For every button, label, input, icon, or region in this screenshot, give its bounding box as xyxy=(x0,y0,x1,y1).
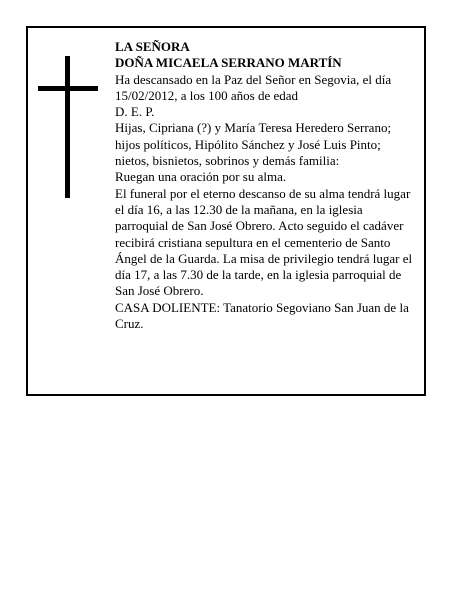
latin-cross-icon xyxy=(38,56,98,198)
prayer-request: Ruegan una oración por su alma. xyxy=(115,169,287,185)
funeral-details: El funeral por el eterno descanso de su alma tendrá lugar el día 16, a las 12.30 de la mañana, en la iglesia parroquial de San José Obrero. Acto seguido el cadáver recibirá cristiana sepultura en el cementerio de Santo Ángel de la Guarda. La misa de privilegio tendrá lugar el día 17, a las 7.30 de la tarde, en la iglesia parroquial de San José Obrero. xyxy=(115,185,413,299)
cross-vertical-bar xyxy=(65,56,70,198)
death-info: Ha descansado en la Paz del Señor en Segovia, el día 15/02/2012, a los 100 años de edad xyxy=(115,71,392,103)
deceased-name: DOÑA MICAELA SERRANO MARTÍN xyxy=(115,55,342,71)
heading-line-1: LA SEÑORA xyxy=(115,39,190,54)
obituary-notice xyxy=(26,26,426,396)
family-list: Hijas, Cipriana (?) y María Teresa Heredero Serrano; hijos políticos, Hipólito Sánchez y José Luis Pinto; nietos, bisnietos, sobrinos y demás familia: xyxy=(115,120,392,169)
cross-horizontal-bar xyxy=(38,86,98,91)
dep-line: D. E. P. xyxy=(115,104,155,120)
casa-doliente: CASA DOLIENTE: Tanatorio Segoviano San Juan de la Cruz. xyxy=(115,299,409,332)
obituary-text xyxy=(115,39,415,332)
